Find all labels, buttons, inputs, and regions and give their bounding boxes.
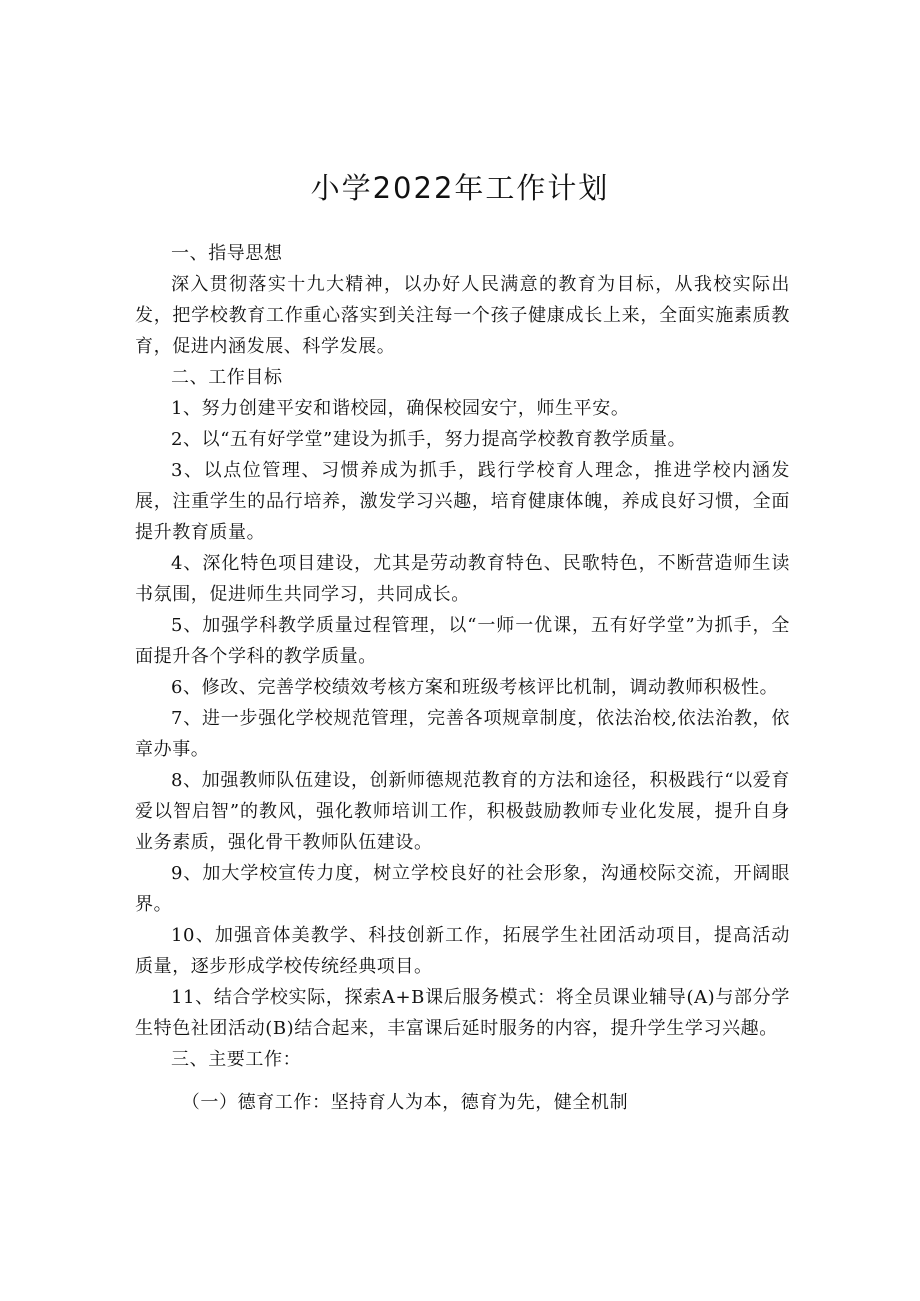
paragraph-guiding-ideology: 深入贯彻落实十九大精神，以办好人民满意的教育为目标，从我校实际出发，把学校教育工作重心落实到关注每一个孩子健康成长上来，全面实施素质教育，促进内涵发展、科学发展。 — [135, 274, 790, 357]
goal-item-1: 1、努力创建平安和谐校园，确保校园安宁，师生平安。 — [171, 398, 630, 419]
goal-item-6: 6、修改、完善学校绩效考核方案和班级考核评比机制，调动教师积极性。 — [171, 677, 779, 698]
section-heading-main-work: 三、主要工作： — [171, 1049, 302, 1070]
document-body — [135, 238, 790, 1118]
goal-item-9: 9、加大学校宣传力度，树立学校良好的社会形象，沟通校际交流，开阔眼界。 — [135, 863, 790, 915]
goal-item-8: 8、加强教师队伍建设，创新师德规范教育的方法和途径，积极践行“以爱育爱以智启智”的教风，强化教师培训工作，积极鼓励教师专业化发展，提升自身业务素质，强化骨干教师队伍建设。 — [135, 770, 790, 853]
goal-item-2: 2、以“五有好学堂”建设为抓手，努力提高学校教育教学质量。 — [171, 429, 687, 450]
goal-item-11: 11、结合学校实际，探索A+B课后服务模式：将全员课业辅导(A)与部分学生特色社团活动(B)结合起来，丰富课后延时服务的内容，提升学生学习兴趣。 — [135, 987, 790, 1039]
goal-item-4: 4、深化特色项目建设，尤其是劳动教育特色、民歌特色，不断营造师生读书氛围，促进师生共同学习，共同成长。 — [135, 553, 790, 605]
section-heading-guiding-ideology: 一、指导思想 — [171, 243, 283, 264]
section-heading-work-goals: 二、工作目标 — [171, 367, 283, 388]
goal-item-3: 3、以点位管理、习惯养成为抓手，践行学校育人理念，推进学校内涵发展，注重学生的品行培养，激发学习兴趣，培育健康体魄，养成良好习惯，全面提升教育质量。 — [135, 460, 790, 543]
goal-item-7: 7、进一步强化学校规范管理，完善各项规章制度，依法治校,依法治教，依章办事。 — [135, 708, 790, 760]
goal-item-10: 10、加强音体美教学、科技创新工作，拓展学生社团活动项目，提高活动质量，逐步形成学校传统经典项目。 — [135, 925, 790, 977]
subsection-heading-moral-education: （一）德育工作：坚持育人为本，德育为先，健全机制 — [181, 1092, 629, 1113]
document-title: 小学2022年工作计划 — [310, 171, 610, 205]
goal-item-5: 5、加强学科教学质量过程管理，以“一师一优课，五有好学堂”为抓手，全面提升各个学科的教学质量。 — [135, 615, 790, 667]
